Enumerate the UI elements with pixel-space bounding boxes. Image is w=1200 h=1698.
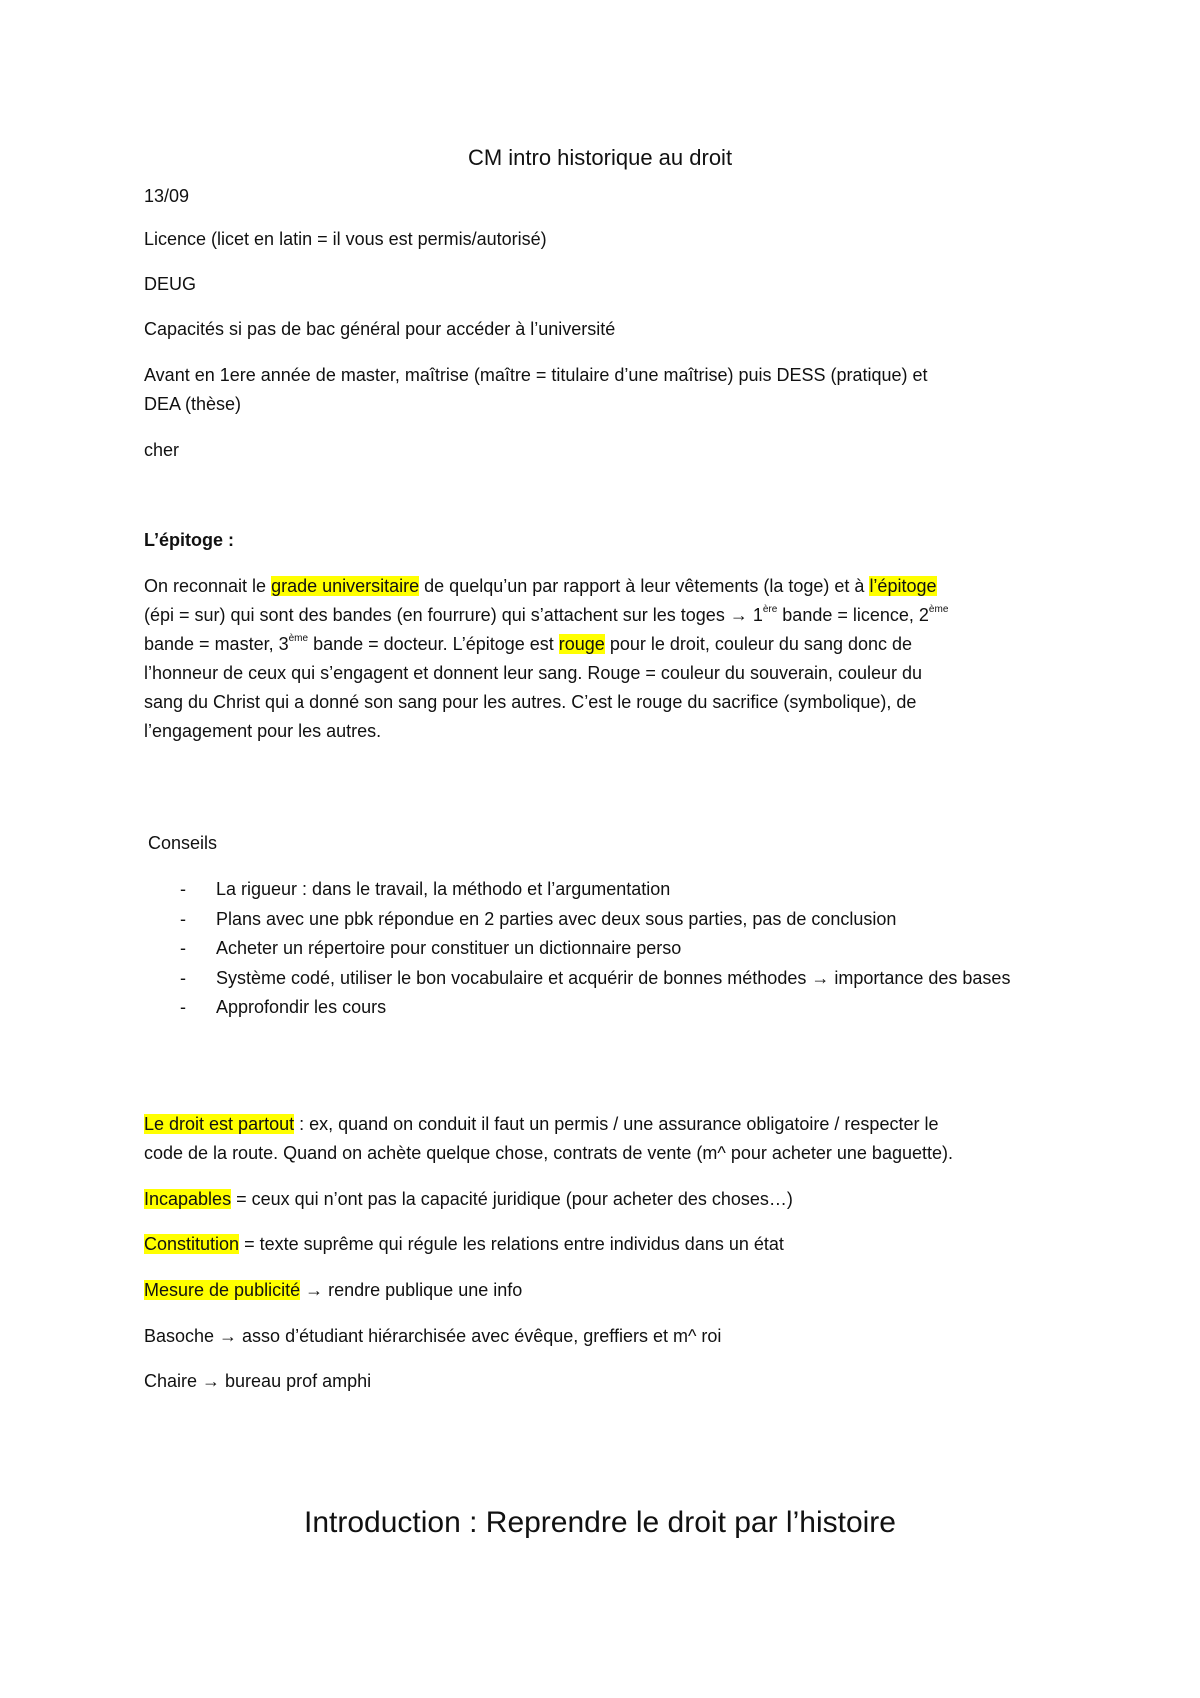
deug-line: DEUG [144,274,197,294]
superscript: ère [762,604,778,615]
list-item: - Plans avec une pbk répondue en 2 parties avec deux sous parties, pas de conclusion [180,905,1060,935]
epitoge-paragraph-line-5: sang du Christ qui a donné son sang pour les autres. C’est le rouge du sacrifice (symbolique), de [144,692,917,712]
droit-partout-line-2: code de la route. Quand on achète quelque chose, contrats de vente (m^ pour acheter une baguette). [144,1143,953,1163]
list-item: - Système codé, utiliser le bon vocabulaire et acquérir de bonnes méthodes → importance des bases [180,964,1060,994]
epitoge-paragraph-line-6: l’engagement pour les autres. [144,721,382,741]
avant-line-1: Avant en 1ere année de master, maîtrise (maître = titulaire d’une maîtrise) puis DESS (pratique) et [144,365,928,385]
text-run: : ex, quand on conduit il faut un permis / une assurance obligatoire / respecter le [294,1114,939,1134]
highlight-incapables: Incapables [144,1189,232,1209]
list-item: - La rigueur : dans le travail, la méthodo et l’argumentation [180,875,1060,905]
text-run: → rendre publique une info [300,1280,523,1300]
text-run: bande = licence, 2 [777,605,929,625]
epitoge-paragraph-line-2 [144,601,1064,630]
highlight-constitution: Constitution [144,1234,240,1254]
epitoge-paragraph-line-1 [144,572,1064,601]
epitoge-paragraph-line-4: l’honneur de ceux qui s’engagent et donnent leur sang. Rouge = couleur du souverain, couleur du [144,663,923,683]
avant-line-2: DEA (thèse) [144,394,242,414]
text-run: pour le droit, couleur du sang donc de [604,634,913,654]
conseils-heading: Conseils [148,833,218,853]
droit-partout-line-1 [144,1110,1064,1139]
basoche-line: Basoche → asso d’étudiant hiérarchisée avec évêque, greffiers et m^ roi [144,1326,722,1346]
highlight-mesure-de-publicite: Mesure de publicité [144,1280,301,1300]
constitution-line [144,1230,1064,1259]
conseils-list [180,875,1060,1023]
text-run: bande = docteur. L’épitoge est [308,634,559,654]
highlight-grade-universitaire: grade universitaire [271,576,420,596]
document-title: CM intro historique au droit [467,145,733,170]
highlight-epitoge: l’épitoge [869,576,937,596]
introduction-heading: Introduction : Reprendre le droit par l’histoire [304,1506,896,1539]
superscript: ème [288,633,309,644]
highlight-rouge: rouge [558,634,605,654]
incapables-line [144,1185,1064,1214]
publicite-line [144,1276,1064,1305]
superscript: ème [928,604,949,615]
chaire-line: Chaire → bureau prof amphi [144,1371,372,1391]
text-run: = texte suprême qui régule les relations entre individus dans un état [239,1234,784,1254]
text-run: (épi = sur) qui sont des bandes (en fourrure) qui s’attachent sur les toges → 1 [144,605,763,625]
capacites-line: Capacités si pas de bac général pour accéder à l’université [144,319,616,339]
epitoge-heading: L’épitoge : [144,530,234,550]
cher-line: cher [144,440,180,460]
list-item: - Acheter un répertoire pour constituer un dictionnaire perso [180,934,1060,964]
date-line: 13/09 [144,186,190,206]
list-item: - Approfondir les cours [180,993,1060,1023]
text-run: de quelqu’un par rapport à leur vêtements (la toge) et à [419,576,870,596]
epitoge-paragraph-line-3 [144,630,1064,659]
text-run: bande = master, 3 [144,634,289,654]
highlight-droit-partout: Le droit est partout [144,1114,295,1134]
text-run: = ceux qui n’ont pas la capacité juridique (pour acheter des choses…) [231,1189,793,1209]
text-run: On reconnait le [144,576,272,596]
licence-line: Licence (licet en latin = il vous est permis/autorisé) [144,229,547,249]
